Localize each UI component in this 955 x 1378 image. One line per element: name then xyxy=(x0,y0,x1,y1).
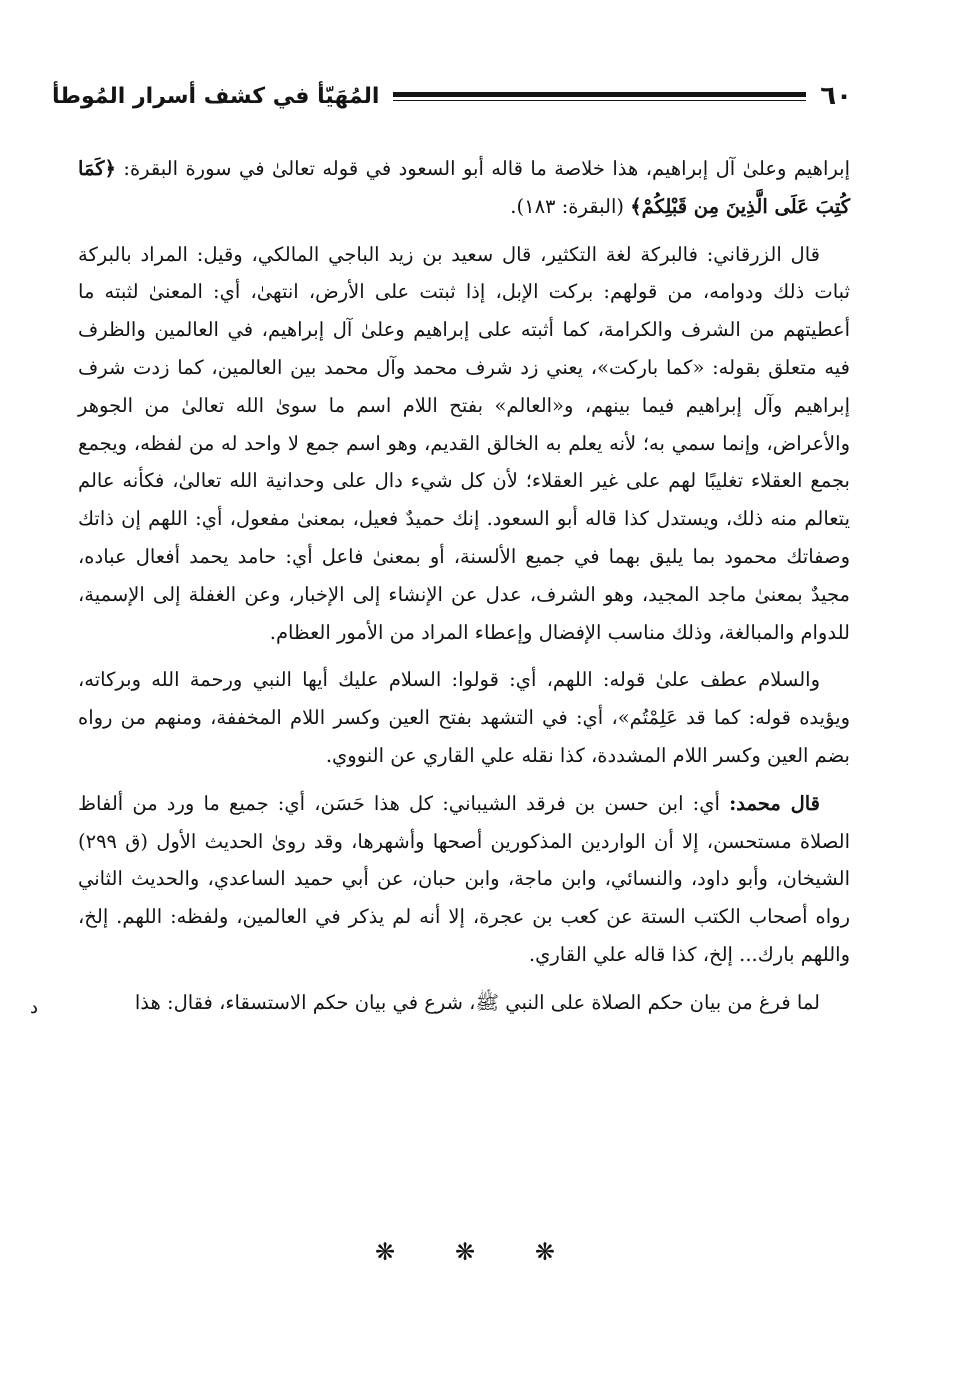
section-separator xyxy=(375,1238,555,1266)
separator-star: ❋ xyxy=(375,1238,396,1266)
paragraph-4-text: أي: ابن حسن بن فرقد الشيباني: كل هذا حَسَن، أي: جميع ما ورد من ألفاظ الصلاة مستحسن، إلا أن الواردين المذكورين أصحها وأشهرها، وقد روىٰ الحديث الأول (ق ٢٩٩) الشيخان، وأبو داود، والنسائي، وابن ماجة، وابن حبان، عن أبي حميد الساعدي، والحديث الثاني رواه أصحاب الكتب الستة عن كعب بن عجرة، إلا أنه لم يذكر في العالمين، ولفظه: اللهم. إلخ، واللهم بارك... إلخ، كذا قاله علي القاري. xyxy=(78,791,850,966)
paragraph-1 xyxy=(78,150,850,226)
book-title: المُهَيّأ في كشف أسرار المُوطأ xyxy=(52,83,380,109)
quran-reference: (البقرة: ١٨٣). xyxy=(510,194,624,218)
page-header xyxy=(52,74,852,118)
header-rule xyxy=(393,92,806,101)
margin-mark: د xyxy=(30,997,39,1018)
paragraph-4-lead: قال محمد: xyxy=(729,791,820,815)
quran-verse: ﴿كَمَا كُتِبَ عَلَى الَّذِينَ مِن قَبْلِكُمْ﴾ xyxy=(78,157,850,218)
page-number: ٦٠ xyxy=(820,81,852,111)
paragraph-3: والسلام عطف علىٰ قوله: اللهم، أي: قولوا: السلام عليك أيها النبي ورحمة الله وبركاته، ويؤيده قوله: كما قد عَلِمْتُم»، أي: في التشهد بفتح العين وكسر اللام المخففة، ومنهم من رواه بضم العين وكسر اللام المشددة، كذا نقله علي القاري عن النووي. xyxy=(78,668,850,767)
paragraph-1-text: إبراهيم وعلىٰ آل إبراهيم، هذا خلاصة ما قاله أبو السعود في قوله تعالىٰ في سورة البقرة: xyxy=(123,157,850,180)
separator-star: ❋ xyxy=(534,1238,555,1266)
separator-star: ❋ xyxy=(454,1238,476,1266)
paragraph-5: لما فرغ من بيان حكم الصلاة على النبي ﷺ، شرع في بيان حكم الاستسقاء، فقال: هذا xyxy=(134,990,820,1014)
paragraph-2: قال الزرقاني: فالبركة لغة التكثير، قال سعيد بن زيد الباجي المالكي، وقيل: المراد بالبركة ثبات ذلك ودوامه، من قولهم: بركت الإبل، إذا ثبتت على الأرض، انتهىٰ، أي: المعنىٰ لثبته ما أعطيتهم من الشرف والكرامة، كما أثبته على إبراهيم وعلىٰ آل إبراهيم، في العالمين والظرف فيه متعلق بقوله: «كما باركت»، يعني زد شرف محمد وآل محمد بين العالمين، كما زدت شرف إبراهيم وآل إبراهيم فيما بينهم، و«العالم» بفتح اللام اسم ما سوىٰ الله تعالىٰ من الجوهر والأعراض، وإنما سمي به؛ لأنه يعلم به الخالق القديم، وهو اسم جمع لا واحد له من لفظه، ويجمع بجمع العقلاء تغليبًا لهم على غير العقلاء؛ لأن كل شيء دال على وحدانية الله تعالىٰ، فكأنه عالم يتعالم منه ذلك، ويستدل كذا قاله أبو السعود. إنك حميدٌ فعيل، بمعنىٰ مفعول، أي: اللهم إن ذاتك وصفاتك محمود بما يليق بهما في جميع الألسنة، أو بمعنىٰ فاعل أي: حامد يحمد أفعال عباده، مجيدٌ بمعنىٰ ماجد المجيد، وهو الشرف، عدل عن الإنشاء إلى الإخبار، وعن الغفلة إلى الإسمية، للدوام والمبالغة، وذلك مناسب الإفضال وإعطاء المراد من الأمور العظام. xyxy=(78,242,850,644)
paragraph-4 xyxy=(78,785,850,974)
body-text xyxy=(78,150,850,1032)
